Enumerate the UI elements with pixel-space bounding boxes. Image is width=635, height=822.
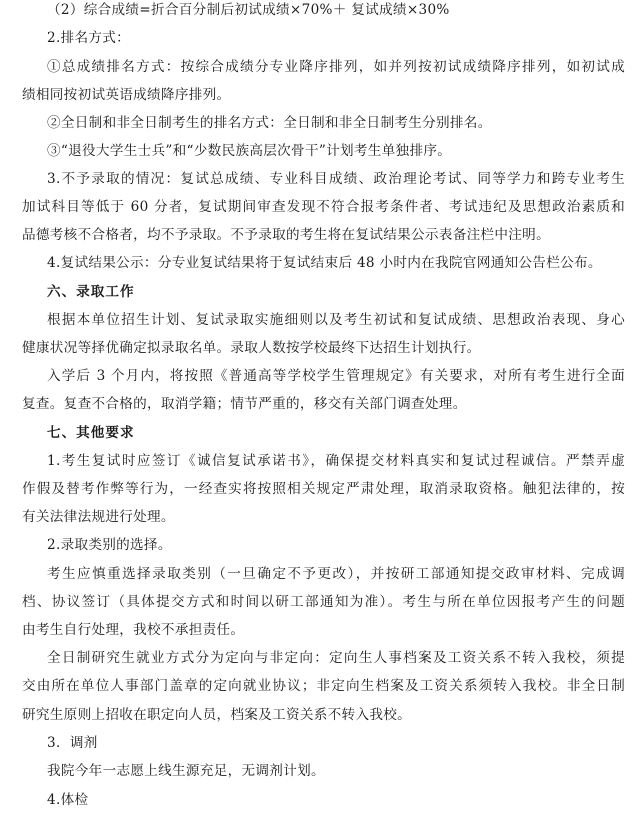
ranking-rule-1: ①总成绩排名方式：按综合成绩分专业降序排列，如并列按初试成绩降序排列，如初试成	[47, 59, 625, 75]
category-para-cont-2: 由考生自行处理，我校不承担责任。	[22, 622, 245, 638]
physical-exam-heading: 4.体检	[47, 792, 89, 808]
employment-para: 全日制研究生就业方式分为定向与非定向：定向生人事档案及工资关系不转入我校，须提	[47, 650, 625, 666]
integrity-para-cont-2: 有关法律法规进行处理。	[22, 509, 175, 525]
ranking-heading: 2.排名方式：	[47, 30, 131, 46]
integrity-para-cont-1: 作假及替考作弊等行为，一经查实将按照相关规定严肃处理，取消录取资格。触犯法律的，按	[22, 481, 625, 497]
no-admission-para-cont-2: 品德考核不合格者，均不予录取。不予录取的考生将在复试结果公示表备注栏中注明。	[22, 227, 550, 243]
ranking-rule-3: ③“退役大学生士兵”和“少数民族高层次骨干”计划考生单独排序。	[47, 143, 452, 159]
adjustment-para: 我院今年一志愿上线生源充足，无调剂计划。	[47, 763, 325, 779]
section-heading-admission: 六、录取工作	[47, 284, 135, 300]
employment-para-cont-2: 研究生原则上招收在职定向人员，档案及工资关系不转入我校。	[22, 707, 412, 723]
section-heading-other: 七、其他要求	[47, 425, 135, 441]
no-admission-para-cont-1: 加试科目等低于 60 分者，复试期间审查发现不符合报考条件者、考试违纪及思想政治素质和	[22, 199, 625, 215]
result-publicity: 4.复试结果公示：分专业复试结果将于复试结束后 48 小时内在我院官网通知公告栏公布。	[47, 255, 602, 271]
review-para: 入学后 3 个月内，将按照《普通高等学校学生管理规定》有关要求，对所有考生进行全面	[47, 368, 625, 384]
category-heading: 2.录取类别的选择。	[47, 537, 172, 553]
no-admission-para: 3.不予录取的情况：复试总成绩、专业科目成绩、政治理论考试、同等学力和跨专业考生	[47, 171, 625, 187]
ranking-rule-1-cont: 绩相同按初试英语成绩降序排列。	[22, 87, 231, 103]
ranking-rule-2: ②全日制和非全日制考生的排名方式：全日制和非全日制考生分别排名。	[47, 115, 492, 131]
integrity-para: 1.考生复试时应签订《诚信复试承诺书》，确保提交材料真实和复试过程诚信。严禁弄虚	[47, 453, 625, 469]
adjustment-heading: 3．调剂	[47, 735, 98, 751]
category-para-cont-1: 档、协议签订（具体提交方式和时间以研工部通知为准）。考生与所在单位因报考产生的问题	[22, 594, 625, 610]
score-formula: （2）综合成绩=折合百分制后初试成绩×70%＋ 复试成绩×30%	[47, 2, 450, 18]
admission-para: 根据本单位招生计划、复试录取实施细则以及考生初试和复试成绩、思想政治表现、身心	[47, 312, 625, 328]
employment-para-cont-1: 交由所在单位人事部门盖章的定向就业协议；非定向生档案及工资关系须转入我校。非全日制	[22, 678, 625, 694]
review-para-cont: 复查。复查不合格的，取消学籍；情节严重的，移交有关部门调查处理。	[22, 396, 467, 412]
category-para: 考生应慎重选择录取类别（一旦确定不予更改），并按研工部通知提交政审材料、完成调	[47, 566, 625, 582]
admission-para-cont: 健康状况等择优确定拟录取名单。录取人数按学校最终下达招生计划执行。	[22, 340, 481, 356]
